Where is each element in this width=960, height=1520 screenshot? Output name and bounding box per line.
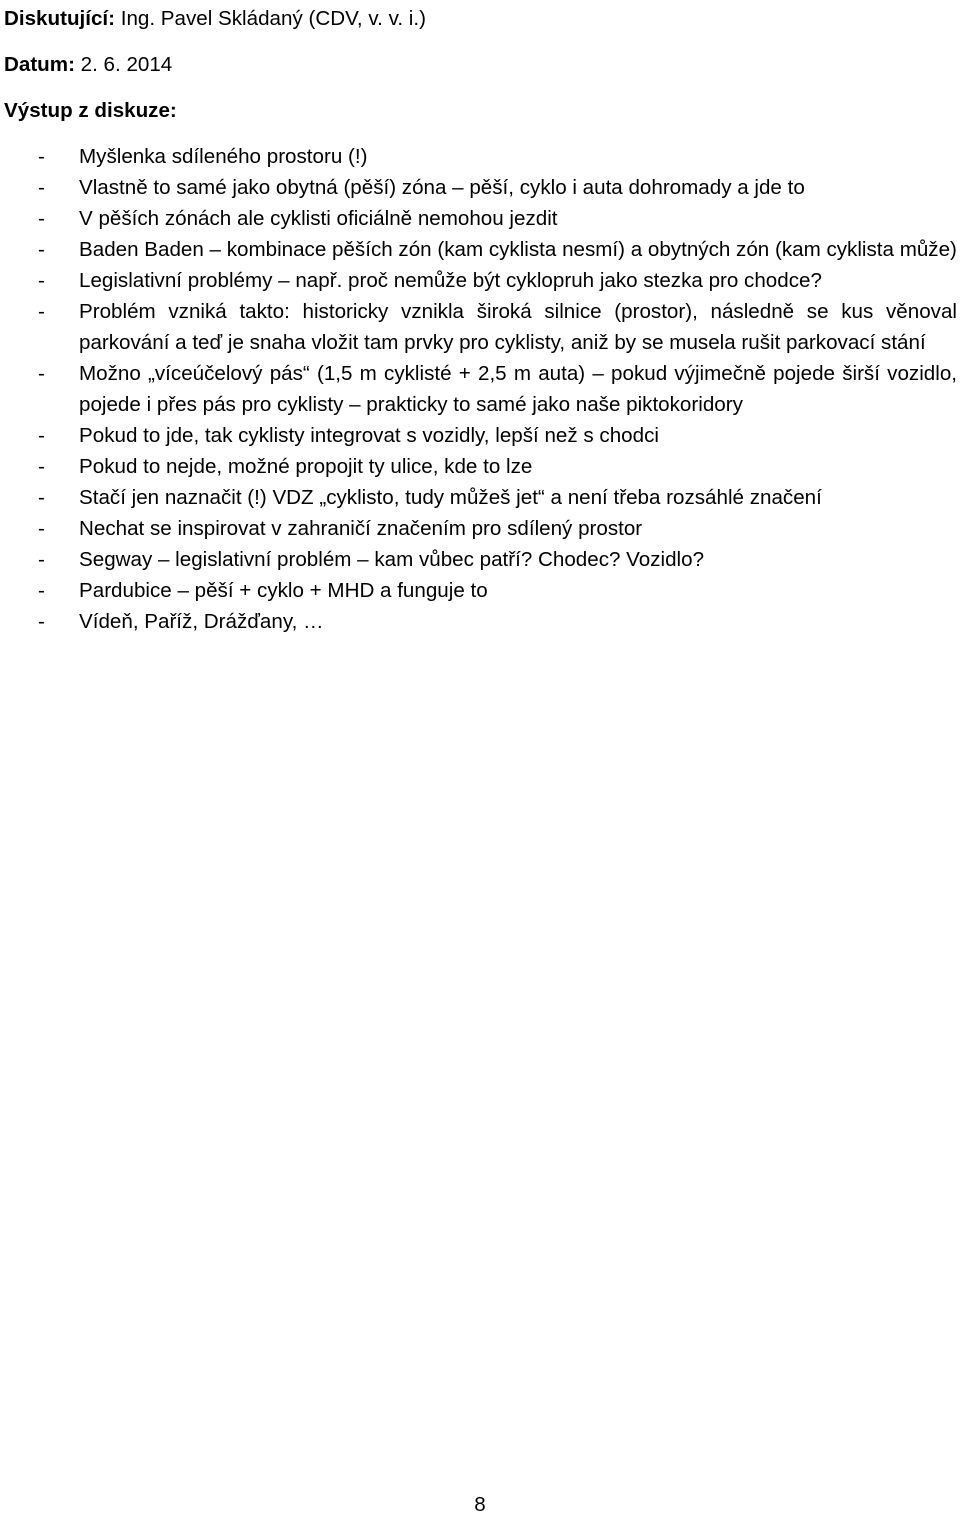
list-item	[4, 544, 957, 575]
date-label: Datum:	[4, 53, 75, 76]
bullet-dash: -	[38, 455, 45, 478]
list-item-text: Pardubice – pěší + cyklo + MHD a funguje to	[79, 579, 488, 602]
bullet-dash: -	[38, 548, 45, 571]
list-item	[4, 265, 957, 296]
list-item-text: Možno „víceúčelový pás“ (1,5 m cyklisté + 2,5 m auta) – pokud výjimečně pojede širší vozidlo, pojede i přes pás pro cyklisty – prakticky to samé jako naše piktokoridory	[79, 362, 957, 416]
discussion-points-list	[4, 141, 957, 637]
list-item-text: Pokud to jde, tak cyklisty integrovat s vozidly, lepší než s chodci	[79, 424, 659, 447]
discussant-value: Ing. Pavel Skládaný (CDV, v. v. i.)	[115, 7, 426, 30]
list-item-text: Vídeň, Paříž, Drážďany, …	[79, 610, 324, 633]
bullet-dash: -	[38, 424, 45, 447]
bullet-dash: -	[38, 207, 45, 230]
list-item	[4, 203, 957, 234]
output-heading: Výstup z diskuze:	[4, 99, 177, 122]
list-item	[4, 606, 957, 637]
bullet-dash: -	[38, 176, 45, 199]
bullet-dash: -	[38, 300, 45, 323]
list-item	[4, 513, 957, 544]
bullet-dash: -	[38, 579, 45, 602]
list-item-text: V pěších zónách ale cyklisti oficiálně nemohou jezdit	[79, 207, 558, 230]
document-body	[4, 3, 957, 637]
page-number: 8	[474, 1493, 486, 1516]
bullet-dash: -	[38, 269, 45, 292]
bullet-dash: -	[38, 145, 45, 168]
list-item	[4, 296, 957, 358]
bullet-dash: -	[38, 238, 45, 261]
bullet-dash: -	[38, 486, 45, 509]
list-item	[4, 451, 957, 482]
discussant-label: Diskutující:	[4, 7, 115, 30]
list-item	[4, 575, 957, 606]
list-item	[4, 172, 957, 203]
list-item-text: Segway – legislativní problém – kam vůbec patří? Chodec? Vozidlo?	[79, 548, 705, 571]
bullet-dash: -	[38, 517, 45, 540]
list-item	[4, 358, 957, 420]
list-item-text: Pokud to nejde, možné propojit ty ulice, kde to lze	[79, 455, 533, 478]
list-item	[4, 141, 957, 172]
list-item-text: Nechat se inspirovat v zahraničí značením pro sdílený prostor	[79, 517, 643, 540]
list-item-text: Myšlenka sdíleného prostoru (!)	[79, 145, 368, 168]
bullet-dash: -	[38, 362, 45, 385]
list-item	[4, 482, 957, 513]
list-item-text: Legislativní problémy – např. proč nemůže být cyklopruh jako stezka pro chodce?	[79, 269, 822, 292]
list-item-text: Stačí jen naznačit (!) VDZ „cyklisto, tudy můžeš jet“ a není třeba rozsáhlé značení	[79, 486, 822, 509]
discussant-line	[4, 3, 957, 34]
list-item	[4, 420, 957, 451]
list-item-text: Vlastně to samé jako obytná (pěší) zóna – pěší, cyklo i auta dohromady a jde to	[79, 176, 805, 199]
bullet-dash: -	[38, 610, 45, 633]
date-line	[4, 49, 957, 80]
list-item-text: Baden Baden – kombinace pěších zón (kam cyklista nesmí) a obytných zón (kam cyklista může)	[79, 238, 957, 261]
date-value: 2. 6. 2014	[74, 53, 173, 76]
list-item	[4, 234, 957, 265]
list-item-text: Problém vzniká takto: historicky vznikla široká silnice (prostor), následně se kus věnoval parkování a teď je snaha vložit tam prvky pro cyklisty, aniž by se musela rušit parkovací stání	[79, 300, 957, 354]
